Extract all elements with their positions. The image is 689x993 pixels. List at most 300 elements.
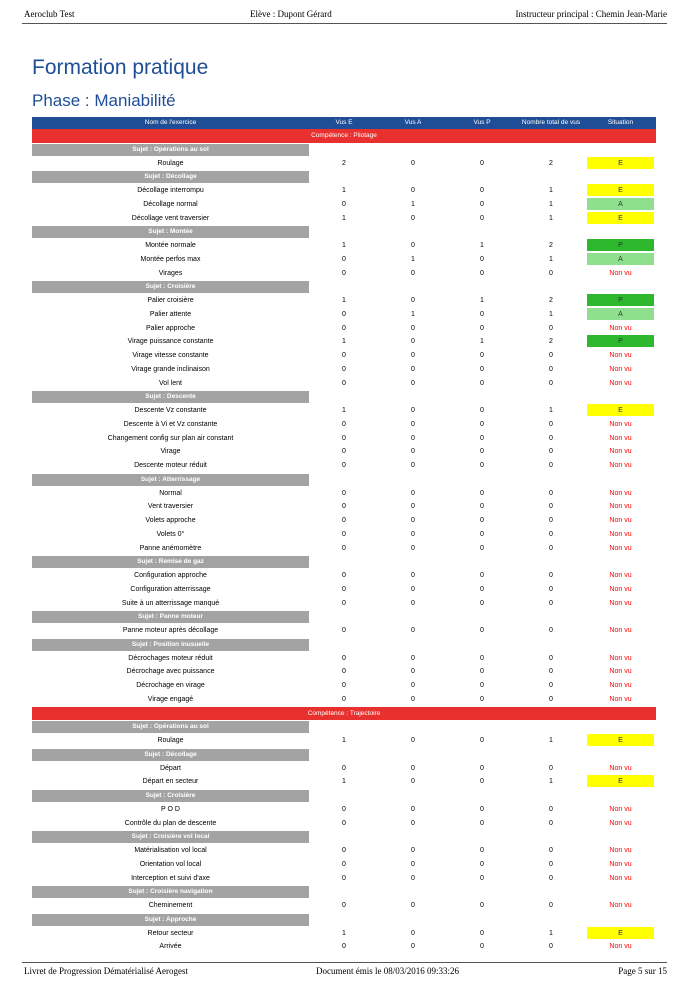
total-cell: 1: [549, 929, 553, 937]
vus-a-cell: 0: [411, 847, 415, 854]
total-cell: 0: [549, 764, 553, 772]
vus-a-cell: 0: [411, 668, 415, 676]
exercise-name: Cheminement: [148, 902, 193, 909]
situation-badge: Non vu: [609, 572, 632, 579]
situation-badge: Non vu: [609, 489, 632, 497]
exercise-name: Décollage normal: [143, 200, 198, 208]
total-cell: 1: [549, 214, 553, 222]
table-row: [32, 377, 656, 391]
vus-p-cell: 0: [480, 860, 484, 868]
vus-a-cell: 0: [411, 860, 415, 868]
exercise-name: Palier approche: [145, 324, 196, 332]
page-header: [0, 9, 689, 23]
vus-a-cell: 0: [411, 187, 415, 194]
vus-p-cell: 1: [480, 242, 484, 249]
exercise-name: Montée perfos max: [140, 255, 201, 263]
vus-e-cell: 0: [342, 310, 346, 318]
situation-badge: Non vu: [609, 269, 632, 277]
vus-a-cell: 0: [411, 242, 415, 249]
vus-e-cell: 0: [342, 434, 346, 442]
vus-e-cell: 0: [342, 379, 346, 387]
total-cell: 1: [549, 407, 553, 414]
table-row: [32, 445, 656, 459]
table-row: [32, 432, 656, 446]
table-row: [32, 157, 656, 171]
subject-label: Sujet : Opérations au sol: [32, 721, 309, 733]
situation-badge: Non vu: [609, 695, 632, 703]
exercise-name: Orientation vol local: [139, 860, 202, 868]
subject-label: Sujet : Atterrissage: [32, 474, 309, 486]
vus-e-cell: 0: [342, 420, 346, 428]
vus-e-cell: 0: [342, 255, 346, 263]
exercise-name: Panne moteur après décollage: [122, 627, 219, 634]
subject-row: [32, 610, 656, 624]
vus-p-cell: 0: [480, 255, 484, 263]
vus-p-cell: 0: [480, 654, 484, 662]
vus-e-cell: 0: [342, 847, 346, 854]
subject-label: Sujet : Position inusuelle: [32, 639, 309, 651]
table-row: [32, 872, 656, 886]
exercise-name: Décrochage en virage: [136, 682, 205, 689]
vus-p-cell: 1: [480, 297, 484, 304]
subject-row: [32, 555, 656, 569]
vus-e-cell: 0: [342, 365, 346, 373]
vus-a-cell: 0: [411, 352, 415, 359]
situation-badge: P: [587, 335, 654, 347]
vus-e-cell: 0: [342, 324, 346, 332]
situation-badge: Non vu: [609, 365, 632, 373]
vus-a-cell: 0: [411, 764, 415, 772]
exercise-name: Vol lent: [159, 379, 182, 387]
table-body: [32, 129, 656, 954]
vus-p-cell: 0: [480, 187, 484, 194]
exercise-name: Volets approche: [145, 517, 196, 524]
vus-e-cell: 1: [342, 778, 346, 786]
vus-a-cell: 0: [411, 572, 415, 579]
table-row: [32, 542, 656, 556]
vus-p-cell: 0: [480, 943, 484, 951]
vus-e-cell: 0: [342, 682, 346, 689]
situation-badge: Non vu: [609, 352, 632, 359]
total-cell: 0: [549, 627, 553, 634]
vus-a-cell: 0: [411, 943, 415, 951]
situation-badge: A: [587, 308, 654, 320]
situation-badge: Non vu: [609, 530, 632, 538]
subject-label: Sujet : Opérations au sol: [32, 144, 309, 156]
vus-a-cell: 0: [411, 365, 415, 373]
total-cell: 0: [549, 943, 553, 951]
situation-badge: Non vu: [609, 764, 632, 772]
col-header-name: Nom de l'exercice: [144, 119, 197, 126]
vus-a-cell: 0: [411, 627, 415, 634]
total-cell: 0: [549, 585, 553, 593]
vus-p-cell: 0: [480, 503, 484, 511]
exercise-name: Arrivée: [159, 943, 182, 951]
exercise-name: Virage: [160, 448, 181, 456]
vus-p-cell: 0: [480, 764, 484, 772]
exercise-name: Départ: [159, 764, 181, 772]
vus-e-cell: 0: [342, 599, 346, 607]
situation-badge: E: [587, 212, 654, 224]
vus-p-cell: 0: [480, 407, 484, 414]
vus-e-cell: 0: [342, 585, 346, 593]
exercise-name: Descente Vz constante: [134, 407, 207, 414]
exercise-name: Descente à Vi et Vz constante: [123, 420, 218, 428]
subject-row: [32, 143, 656, 157]
vus-p-cell: 0: [480, 200, 484, 208]
table-row: [32, 803, 656, 817]
vus-a-cell: 0: [411, 517, 415, 524]
footer-rule: [22, 962, 667, 963]
table-row: [32, 583, 656, 597]
vus-a-cell: 0: [411, 448, 415, 456]
vus-p-cell: 0: [480, 668, 484, 676]
vus-p-cell: 0: [480, 517, 484, 524]
vus-a-cell: 0: [411, 379, 415, 387]
total-cell: 0: [549, 365, 553, 373]
table-row: [32, 844, 656, 858]
vus-e-cell: 0: [342, 860, 346, 868]
situation-badge: Non vu: [609, 819, 632, 827]
situation-badge: Non vu: [609, 654, 632, 662]
exercise-name: Roulage: [157, 737, 184, 744]
table-row: [32, 198, 656, 212]
situation-badge: Non vu: [609, 599, 632, 607]
vus-a-cell: 0: [411, 874, 415, 882]
vus-a-cell: 0: [411, 819, 415, 827]
vus-a-cell: 0: [411, 269, 415, 277]
total-cell: 0: [549, 544, 553, 552]
vus-a-cell: 0: [411, 929, 415, 937]
table-row: [32, 762, 656, 776]
subject-label: Sujet : Remise de gaz: [32, 556, 309, 568]
vus-e-cell: 2: [342, 159, 346, 167]
vus-a-cell: 0: [411, 778, 415, 786]
exercise-name: Panne anémomètre: [139, 544, 202, 552]
table-row: [32, 665, 656, 679]
situation-badge: E: [587, 775, 654, 787]
vus-e-cell: 0: [342, 269, 346, 277]
subject-label: Sujet : Décollage: [32, 171, 309, 183]
total-cell: 1: [549, 310, 553, 318]
vus-e-cell: 1: [342, 737, 346, 744]
vus-p-cell: 0: [480, 489, 484, 497]
competence-row: [32, 129, 656, 143]
vus-a-cell: 0: [411, 585, 415, 593]
exercise-name: Virage vitesse constante: [132, 352, 209, 359]
exercise-name: Changement config sur plan air constant: [107, 434, 234, 442]
subject-label: Sujet : Décollage: [32, 749, 309, 761]
exercise-name: Matérialisation vol local: [134, 847, 207, 854]
table-row: [32, 817, 656, 831]
vus-p-cell: 0: [480, 737, 484, 744]
total-cell: 1: [549, 200, 553, 208]
vus-p-cell: 0: [480, 847, 484, 854]
subject-label: Sujet : Croisière: [32, 281, 309, 293]
situation-badge: Non vu: [609, 585, 632, 593]
vus-e-cell: 0: [342, 462, 346, 469]
vus-e-cell: 0: [342, 572, 346, 579]
table-row: [32, 652, 656, 666]
table-row: [32, 294, 656, 308]
total-cell: 2: [549, 159, 553, 167]
subject-row: [32, 720, 656, 734]
vus-p-cell: 0: [480, 448, 484, 456]
vus-e-cell: 1: [342, 407, 346, 414]
table-row: [32, 418, 656, 432]
vus-a-cell: 0: [411, 599, 415, 607]
total-cell: 0: [549, 599, 553, 607]
exercise-name: Virages: [158, 269, 183, 277]
table-row: [32, 459, 656, 473]
vus-a-cell: 0: [411, 530, 415, 538]
col-header-vus-e: Vus E: [335, 119, 353, 126]
vus-e-cell: 0: [342, 902, 346, 909]
vus-a-cell: 0: [411, 805, 415, 813]
vus-a-cell: 0: [411, 407, 415, 414]
total-cell: 0: [549, 517, 553, 524]
exercise-name: Configuration approche: [134, 572, 207, 579]
vus-p-cell: 0: [480, 365, 484, 373]
vus-e-cell: 1: [342, 929, 346, 937]
subject-row: [32, 473, 656, 487]
competence-label: Compétence : Trajectoire: [307, 709, 381, 717]
total-cell: 0: [549, 379, 553, 387]
table-row: [32, 858, 656, 872]
vus-a-cell: 0: [411, 297, 415, 304]
table-row: [32, 363, 656, 377]
exercise-name: Virage puissance constante: [127, 338, 214, 346]
total-cell: 2: [549, 338, 553, 346]
vus-p-cell: 0: [480, 874, 484, 882]
total-cell: 0: [549, 682, 553, 689]
subject-row: [32, 225, 656, 239]
vus-a-cell: 0: [411, 159, 415, 167]
exercise-name: Palier attente: [149, 310, 192, 318]
vus-a-cell: 0: [411, 695, 415, 703]
vus-p-cell: 0: [480, 599, 484, 607]
vus-e-cell: 0: [342, 352, 346, 359]
vus-p-cell: 0: [480, 434, 484, 442]
vus-p-cell: 0: [480, 352, 484, 359]
situation-badge: A: [587, 253, 654, 265]
table-header: [32, 117, 656, 129]
vus-p-cell: 0: [480, 420, 484, 428]
table-row: [32, 335, 656, 349]
vus-p-cell: 0: [480, 214, 484, 222]
exercise-name: Contrôle du plan de descente: [124, 819, 217, 827]
total-cell: 0: [549, 434, 553, 442]
vus-a-cell: 0: [411, 682, 415, 689]
subject-label: Sujet : Panne moteur: [32, 611, 309, 623]
vus-e-cell: 0: [342, 530, 346, 538]
situation-badge: Non vu: [609, 668, 632, 676]
vus-p-cell: 0: [480, 530, 484, 538]
exercise-name: Décrochages moteur réduit: [128, 654, 213, 662]
exercise-name: Normal: [159, 489, 182, 497]
vus-p-cell: 0: [480, 805, 484, 813]
vus-p-cell: 0: [480, 695, 484, 703]
total-cell: 0: [549, 448, 553, 456]
footer-product: Livret de Progression Dématérialisé Aerogest: [24, 966, 188, 976]
total-cell: 1: [549, 187, 553, 194]
vus-e-cell: 1: [342, 338, 346, 346]
vus-a-cell: 1: [411, 255, 415, 263]
table-row: [32, 679, 656, 693]
total-cell: 0: [549, 847, 553, 854]
vus-a-cell: 0: [411, 737, 415, 744]
vus-a-cell: 0: [411, 902, 415, 909]
vus-a-cell: 0: [411, 462, 415, 469]
table-row: [32, 775, 656, 789]
subject-row: [32, 170, 656, 184]
exercise-name: Palier croisière: [147, 297, 194, 304]
situation-badge: Non vu: [609, 379, 632, 387]
vus-e-cell: 0: [342, 654, 346, 662]
situation-badge: E: [587, 157, 654, 169]
col-header-vus-p: Vus P: [473, 119, 491, 126]
subject-row: [32, 913, 656, 927]
situation-badge: Non vu: [609, 544, 632, 552]
situation-badge: Non vu: [609, 324, 632, 332]
vus-p-cell: 0: [480, 269, 484, 277]
situation-badge: E: [587, 927, 654, 939]
total-cell: 1: [549, 737, 553, 744]
vus-p-cell: 0: [480, 159, 484, 167]
situation-badge: Non vu: [609, 503, 632, 511]
situation-badge: E: [587, 404, 654, 416]
col-header-total: Nombre total de vus: [521, 119, 581, 126]
vus-a-cell: 0: [411, 544, 415, 552]
exercise-name: Montée normale: [145, 242, 196, 249]
situation-badge: P: [587, 239, 654, 251]
vus-e-cell: 0: [342, 200, 346, 208]
vus-e-cell: 1: [342, 214, 346, 222]
table-row: [32, 693, 656, 707]
vus-a-cell: 0: [411, 214, 415, 222]
vus-e-cell: 0: [342, 695, 346, 703]
exercise-name: Décrochage avec puissance: [126, 668, 215, 676]
competence-row: [32, 707, 656, 721]
subject-label: Sujet : Croisière: [32, 790, 309, 802]
total-cell: 2: [549, 242, 553, 249]
situation-badge: E: [587, 184, 654, 196]
vus-e-cell: 0: [342, 448, 346, 456]
exercise-name: Départ en secteur: [142, 778, 199, 786]
situation-badge: Non vu: [609, 847, 632, 854]
vus-e-cell: 1: [342, 297, 346, 304]
table-row: [32, 624, 656, 638]
subject-row: [32, 885, 656, 899]
total-cell: 1: [549, 255, 553, 263]
situation-badge: Non vu: [609, 448, 632, 456]
situation-badge: P: [587, 294, 654, 306]
total-cell: 0: [549, 269, 553, 277]
vus-e-cell: 0: [342, 943, 346, 951]
vus-a-cell: 0: [411, 338, 415, 346]
exercise-name: Configuration atterrissage: [130, 585, 211, 593]
total-cell: 0: [549, 530, 553, 538]
table-row: [32, 308, 656, 322]
total-cell: 0: [549, 819, 553, 827]
header-student: Elève : Dupont Gérard: [250, 9, 332, 19]
situation-badge: Non vu: [609, 517, 632, 524]
vus-e-cell: 0: [342, 544, 346, 552]
vus-e-cell: 1: [342, 187, 346, 194]
subject-row: [32, 830, 656, 844]
vus-p-cell: 0: [480, 627, 484, 634]
page-title: Formation pratique: [32, 56, 209, 79]
vus-p-cell: 0: [480, 324, 484, 332]
vus-p-cell: 0: [480, 929, 484, 937]
exercise-name: Suite à un atterrissage manqué: [121, 599, 220, 607]
subject-row: [32, 390, 656, 404]
footer-page-number: Page 5 sur 15: [618, 966, 667, 976]
total-cell: 0: [549, 860, 553, 868]
total-cell: 0: [549, 874, 553, 882]
col-header-situation: Situation: [607, 119, 634, 126]
total-cell: 0: [549, 902, 553, 909]
table-row: [32, 322, 656, 336]
vus-a-cell: 0: [411, 434, 415, 442]
situation-badge: Non vu: [609, 943, 632, 951]
exercise-name: P O D: [161, 805, 180, 813]
total-cell: 0: [549, 462, 553, 469]
vus-e-cell: 0: [342, 874, 346, 882]
total-cell: 0: [549, 352, 553, 359]
col-header-vus-a: Vus A: [404, 119, 422, 126]
exercise-name: Roulage: [157, 159, 184, 167]
situation-badge: Non vu: [609, 902, 632, 909]
situation-badge: Non vu: [609, 627, 632, 634]
subject-label: Sujet : Montée: [32, 226, 309, 238]
total-cell: 0: [549, 654, 553, 662]
total-cell: 0: [549, 420, 553, 428]
situation-badge: A: [587, 198, 654, 210]
exercise-name: Décollage vent traversier: [131, 214, 210, 222]
vus-e-cell: 0: [342, 668, 346, 676]
vus-a-cell: 1: [411, 310, 415, 318]
table-row: [32, 253, 656, 267]
total-cell: 1: [549, 778, 553, 786]
footer-issued: Document émis le 08/03/2016 09:33:26: [316, 966, 459, 976]
vus-p-cell: 0: [480, 819, 484, 827]
total-cell: 0: [549, 324, 553, 332]
situation-badge: Non vu: [609, 805, 632, 813]
table-row: [32, 500, 656, 514]
table-row: [32, 899, 656, 913]
exercise-name: Volets 0°: [156, 530, 185, 538]
table-row: [32, 514, 656, 528]
vus-a-cell: 0: [411, 324, 415, 332]
table-row: [32, 184, 656, 198]
table-row: [32, 940, 656, 954]
table-row: [32, 927, 656, 941]
exercise-name: Virage engagé: [147, 695, 194, 703]
subject-row: [32, 638, 656, 652]
vus-p-cell: 0: [480, 310, 484, 318]
exercise-name: Interception et suivi d'axe: [131, 874, 210, 882]
vus-a-cell: 0: [411, 420, 415, 428]
progress-table: [32, 117, 656, 954]
total-cell: 0: [549, 668, 553, 676]
vus-p-cell: 1: [480, 338, 484, 346]
situation-badge: Non vu: [609, 682, 632, 689]
table-row: [32, 349, 656, 363]
vus-p-cell: 0: [480, 585, 484, 593]
vus-a-cell: 1: [411, 200, 415, 208]
vus-p-cell: 0: [480, 778, 484, 786]
